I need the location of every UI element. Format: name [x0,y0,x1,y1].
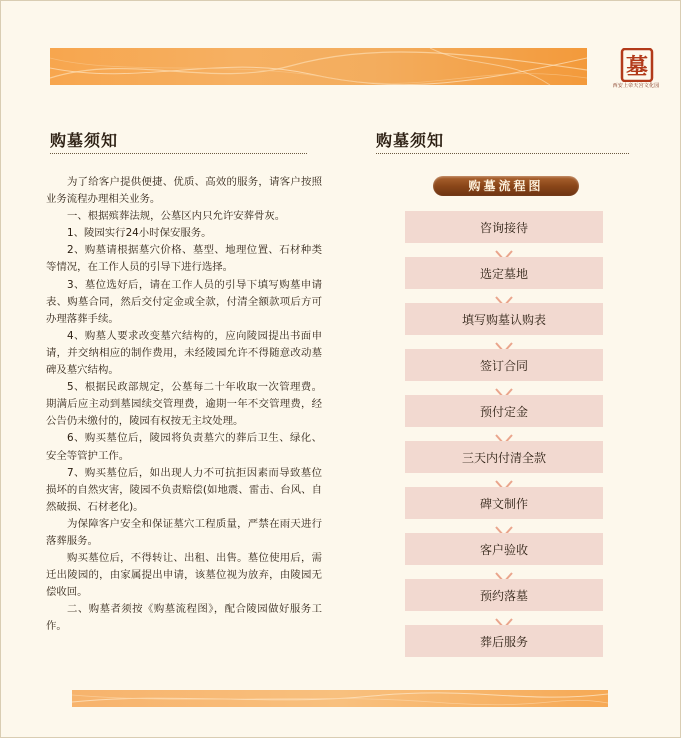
purchase-notice-text [46,174,322,636]
swirl-decoration [72,690,608,707]
flow-step: 预约落墓 [405,579,603,611]
swirl-decoration [50,48,587,85]
paragraph: 为保障客户安全和保证墓穴工程质量，严禁在雨天进行落葬服务。 [46,517,322,547]
paragraph: 购买墓位后，不得转让、出租、出售。墓位使用后，需迁出陵园的，由家属提出申请，该墓位视为放弃，由陵园无偿收回。 [46,552,322,599]
flow-step: 碑文制作 [405,487,603,519]
flow-step: 签订合同 [405,349,603,381]
left-title-divider [50,153,307,154]
paragraph: 1、陵园实行24小时保安服务。 [67,227,212,240]
paragraph: 一、根据殡葬法规，公墓区内只允许安葬骨灰。 [67,210,286,223]
flow-step: 葬后服务 [405,625,603,657]
header-decorative-band [50,48,587,85]
flow-step: 咨询接待 [405,211,603,243]
paragraph: 二、购墓者须按《购墓流程图》，配合陵园做好服务工作。 [46,603,322,633]
flow-step: 预付定金 [405,395,603,427]
paragraph: 2、购墓请根据墓穴价格、墓型、地理位置、石材种类等情况，在工作人员的引导下进行选择。 [46,244,322,274]
right-section-title: 购墓须知 [376,131,445,150]
left-section-title: 购墓须知 [50,131,119,150]
flow-step: 三天内付清全款 [405,441,603,473]
paragraph: 4、购墓人要求改变墓穴结构的，应向陵园提出书面申请，并交纳相应的制作费用，未经陵园允许不得随意改动墓碑及墓穴结构。 [46,329,322,377]
flow-step: 填写购墓认购表 [405,303,603,335]
footer-decorative-band [72,690,608,707]
cemetery-logo [615,48,659,82]
paragraph: 7、购买墓位后，如出现人力不可抗拒因素而导致墓位损坏的自然灾害，陵园不负责赔偿(如地震、雷击、台风、自然破损、石材老化)。 [46,466,322,513]
flow-step: 选定墓地 [405,257,603,289]
paragraph: 为了给客户提供便捷、优质、高效的服务，请客户按照业务流程办理相关业务。 [46,176,322,206]
right-title-divider [376,153,629,154]
logo-glyph: 墓 [625,54,649,80]
flow-step: 客户验收 [405,533,603,565]
paragraph: 5、根据民政部规定，公墓每二十年收取一次管理费。期满后应主动到墓园续交管理费，逾期一年不交管理费，经公告仍未缴付的，陵园有权按无主坟处理。 [46,381,322,428]
logo-caption: 西安上帝天宫文化园 [612,83,660,89]
paragraph: 6、购买墓位后，陵园将负责墓穴的葬后卫生、绿化、安全等管护工作。 [46,432,322,462]
flow-chart-title: 购墓流程图 [468,179,544,193]
paragraph: 3、墓位选好后，请在工作人员的引导下填写购墓申请表、购墓合同，然后交付定金或全款，付清全额款项后方可办理落葬手续。 [46,278,322,325]
